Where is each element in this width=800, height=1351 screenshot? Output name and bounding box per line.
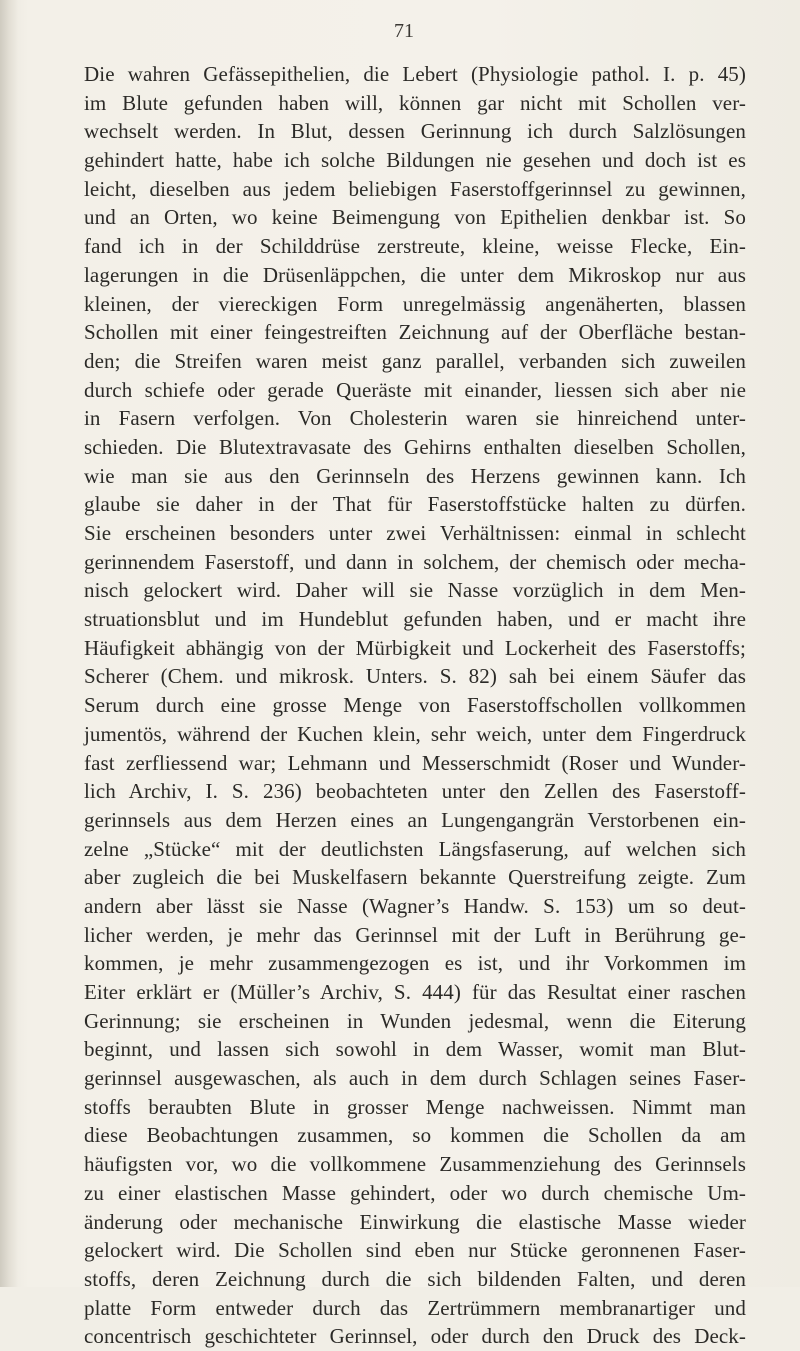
text-line: Eiter erklärt er (Müller’s Archiv, S. 444) für das Resultat einer raschen: [84, 980, 746, 1004]
text-line: kleinen, der viereckigen Form unregelmässig angenäherten, blassen: [84, 291, 746, 316]
text-line: Die wahren Gefässepithelien, die Lebert (Physiologie pathol. I. p. 45): [84, 62, 746, 86]
text-line: durch schiefe oder gerade Queräste mit einander, liessen sich aber nie: [84, 377, 746, 402]
text-line: aber zugleich die bei Muskelfasern bekannte Querstreifung zeigte. Zum: [84, 865, 746, 890]
text-line: andern aber lässt sie Nasse (Wagner’s Handw. S. 153) um so deut-: [84, 893, 746, 918]
body-text: [84, 60, 746, 1351]
text-line: nisch gelockert wird. Daher will sie Nasse vorzüglich in dem Men-: [84, 578, 746, 603]
text-line: Scherer (Chem. und mikrosk. Unters. S. 82) sah bei einem Säufer das: [84, 664, 746, 689]
text-line: Häufigkeit abhängig von der Mürbigkeit und Lockerheit des Faserstoffs;: [84, 635, 746, 660]
page-number: 71: [394, 20, 414, 42]
text-line: den; die Streifen waren meist ganz parallel, verbanden sich zuweilen: [84, 348, 746, 373]
text-line: Serum durch eine grosse Menge von Faserstoffschollen vollkommen: [84, 693, 746, 718]
text-line: wechselt werden. In Blut, dessen Gerinnung ich durch Salzlösungen: [84, 119, 746, 144]
text-line: zelne „Stücke“ mit der deutlichsten Längsfaserung, auf welchen sich: [84, 836, 746, 861]
text-line: häufigsten vor, wo die vollkommene Zusammenziehung des Gerinnsels: [84, 1152, 746, 1177]
text-line: gehindert hatte, habe ich solche Bildungen nie gesehen und doch ist es: [84, 148, 746, 173]
text-line: platte Form entweder durch das Zertrümmern membranartiger und: [84, 1295, 746, 1320]
text-line: zu einer elastischen Masse gehindert, oder wo durch chemische Um-: [84, 1180, 746, 1205]
text-line: änderung oder mechanische Einwirkung die elastische Masse wieder: [84, 1209, 746, 1234]
text-line: beginnt, und lassen sich sowohl in dem Wasser, womit man Blut-: [84, 1037, 746, 1062]
text-line: in Fasern verfolgen. Von Cholesterin waren sie hinreichend unter-: [84, 406, 746, 431]
text-line: schieden. Die Blutextravasate des Gehirns enthalten dieselben Schollen,: [84, 434, 746, 459]
text-line: und an Orten, wo keine Beimengung von Epithelien denkbar ist. So: [84, 205, 746, 230]
text-line: concentrisch geschichteter Gerinnsel, oder durch den Druck des Deck-: [84, 1324, 746, 1349]
text-line: Sie erscheinen besonders unter zwei Verhältnissen: einmal in schlecht: [84, 521, 746, 545]
text-line: struationsblut und im Hundeblut gefunden haben, und er macht ihre: [84, 607, 746, 632]
text-line: lich Archiv, I. S. 236) beobachteten unter den Zellen des Faserstoff-: [84, 779, 746, 804]
text-line: Schollen mit einer feingestreiften Zeichnung auf der Oberfläche bestan-: [84, 320, 746, 345]
text-line: fand ich in der Schilddrüse zerstreute, kleine, weisse Flecke, Ein-: [84, 234, 746, 259]
text-line: fast zerfliessend war; Lehmann und Messerschmidt (Roser und Wunder-: [84, 750, 746, 775]
text-line: Gerinnung; sie erscheinen in Wunden jedesmal, wenn die Eiterung: [84, 1008, 746, 1033]
text-line: stoffs beraubten Blute in grosser Menge nachweissen. Nimmt man: [84, 1094, 746, 1119]
text-line: gerinnsels aus dem Herzen eines an Lungengangrän Verstorbenen ein-: [84, 807, 746, 832]
text-line: gerinnsel ausgewaschen, als auch in dem durch Schlagen seines Faser-: [84, 1066, 746, 1091]
text-line: lagerungen in die Drüsenläppchen, die unter dem Mikroskop nur aus: [84, 262, 746, 287]
text-line: glaube sie daher in der That für Faserstoffstücke halten zu dürfen.: [84, 492, 746, 517]
text-line: leicht, dieselben aus jedem beliebigen Faserstoffgerinnsel zu gewinnen,: [84, 176, 746, 201]
text-line: licher werden, je mehr das Gerinnsel mit der Luft in Berührung ge-: [84, 922, 746, 947]
text-line: jumentös, während der Kuchen klein, sehr weich, unter dem Fingerdruck: [84, 721, 746, 746]
text-line: gerinnendem Faserstoff, und dann in solchem, der chemisch oder mecha-: [84, 549, 746, 574]
text-line: wie man sie aus den Gerinnseln des Herzens gewinnen kann. Ich: [84, 463, 746, 488]
text-line: diese Beobachtungen zusammen, so kommen die Schollen da am: [84, 1123, 746, 1148]
text-line: im Blute gefunden haben will, können gar nicht mit Schollen ver-: [84, 90, 746, 115]
text-line: stoffs, deren Zeichnung durch die sich bildenden Falten, und deren: [84, 1266, 746, 1291]
text-line: gelockert wird. Die Schollen sind eben nur Stücke geronnenen Faser-: [84, 1238, 746, 1263]
page-gutter-shadow: [0, 0, 18, 1287]
text-line: kommen, je mehr zusammengezogen es ist, und ihr Vorkommen im: [84, 951, 746, 976]
